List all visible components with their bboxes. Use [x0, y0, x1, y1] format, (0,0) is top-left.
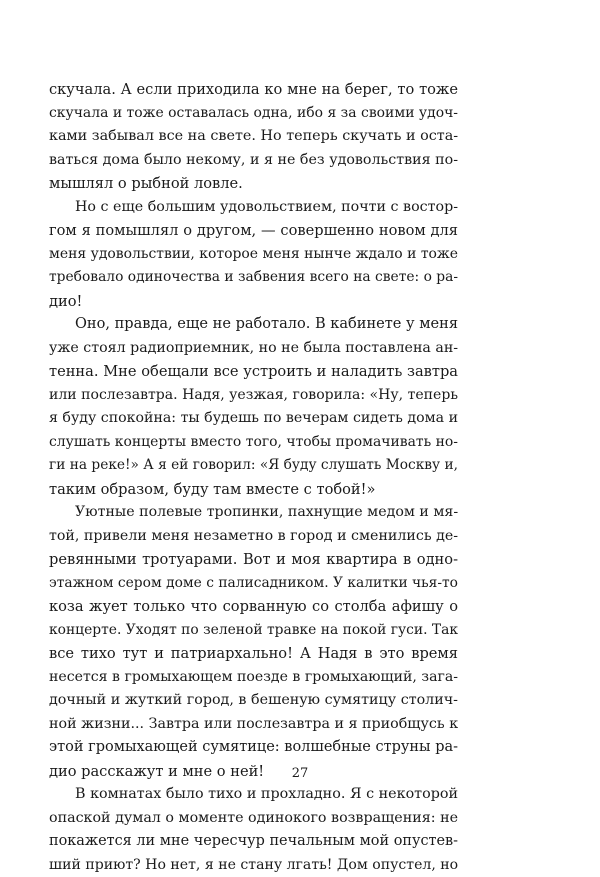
text-line: опаской думал о моменте одинокого возвращения: не: [49, 807, 458, 831]
text-line: мышлял о рыбной ловле.: [49, 172, 458, 196]
text-line: ревянными тротуарами. Вот и моя квартира в одно-: [49, 548, 458, 572]
text-line: требовало одиночества и забвения всего на свете: о ра-: [49, 266, 458, 290]
text-line: тенна. Мне обещали все устроить и наладить завтра: [49, 360, 458, 384]
text-line: скучала и тоже оставалась одна, ибо я за своими удоч-: [49, 102, 458, 126]
text-line: дио расскажут и мне о ней!: [49, 760, 458, 784]
text-line: дио!: [49, 290, 458, 314]
text-line: слушать концерты вместо того, чтобы промачивать но-: [49, 431, 458, 455]
text-line: коза жует только что сорванную со столба афишу о: [49, 595, 458, 619]
text-line: меня удовольствии, которое меня нынче ждало и тоже: [49, 243, 458, 267]
text-line: В комнатах было тихо и прохладно. Я с некоторой: [49, 783, 458, 807]
text-line: ги на реке!» А я ей говорил: «Я буду слушать Москву и,: [49, 454, 458, 478]
text-line: дочный и жуткий город, в бешеную сумятицу столич-: [49, 689, 458, 713]
text-line: несется в громыхающем поезде в громыхающий, зага-: [49, 666, 458, 690]
text-line: ший приют? Но нет, я не стану лгать! Дом опустел, но: [49, 854, 458, 877]
page-number: 27: [0, 766, 600, 781]
text-line: я буду спокойна: ты будешь по вечерам сидеть дома и: [49, 407, 458, 431]
text-line: Уютные полевые тропинки, пахнущие медом и мя-: [49, 501, 458, 525]
text-line: Но с еще большим удовольствием, почти с востор-: [49, 196, 458, 220]
text-line: той, привели меня незаметно в город и сменились де-: [49, 525, 458, 549]
text-line: гом я помышлял о другом, — совершенно новом для: [49, 219, 458, 243]
page-text: [49, 78, 458, 877]
text-line: ной жизни... Завтра или послезавтра и я приобщусь к: [49, 713, 458, 737]
text-line: концерте. Уходят по зеленой травке на покой гуси. Так: [49, 619, 458, 643]
text-line: этой громыхающей сумятице: волшебные струны ра-: [49, 736, 458, 760]
text-line: покажется ли мне чересчур печальным мой опустев-: [49, 830, 458, 854]
text-line: ками забывал все на свете. Но теперь скучать и оста-: [49, 125, 458, 149]
text-line: ваться дома было некому, и я не без удовольствия по-: [49, 149, 458, 173]
text-line: таким образом, буду там вместе с тобой!»: [49, 478, 458, 502]
text-line: скучала. А если приходила ко мне на берег, то тоже: [49, 78, 458, 102]
text-line: все тихо тут и патриархально! А Надя в это время: [49, 642, 458, 666]
text-line: уже стоял радиоприемник, но не была поставлена ан-: [49, 337, 458, 361]
text-line: этажном сером доме с палисадником. У калитки чья-то: [49, 572, 458, 596]
text-line: Оно, правда, еще не работало. В кабинете у меня: [49, 313, 458, 337]
text-line: или послезавтра. Надя, уезжая, говорила: «Ну, теперь: [49, 384, 458, 408]
